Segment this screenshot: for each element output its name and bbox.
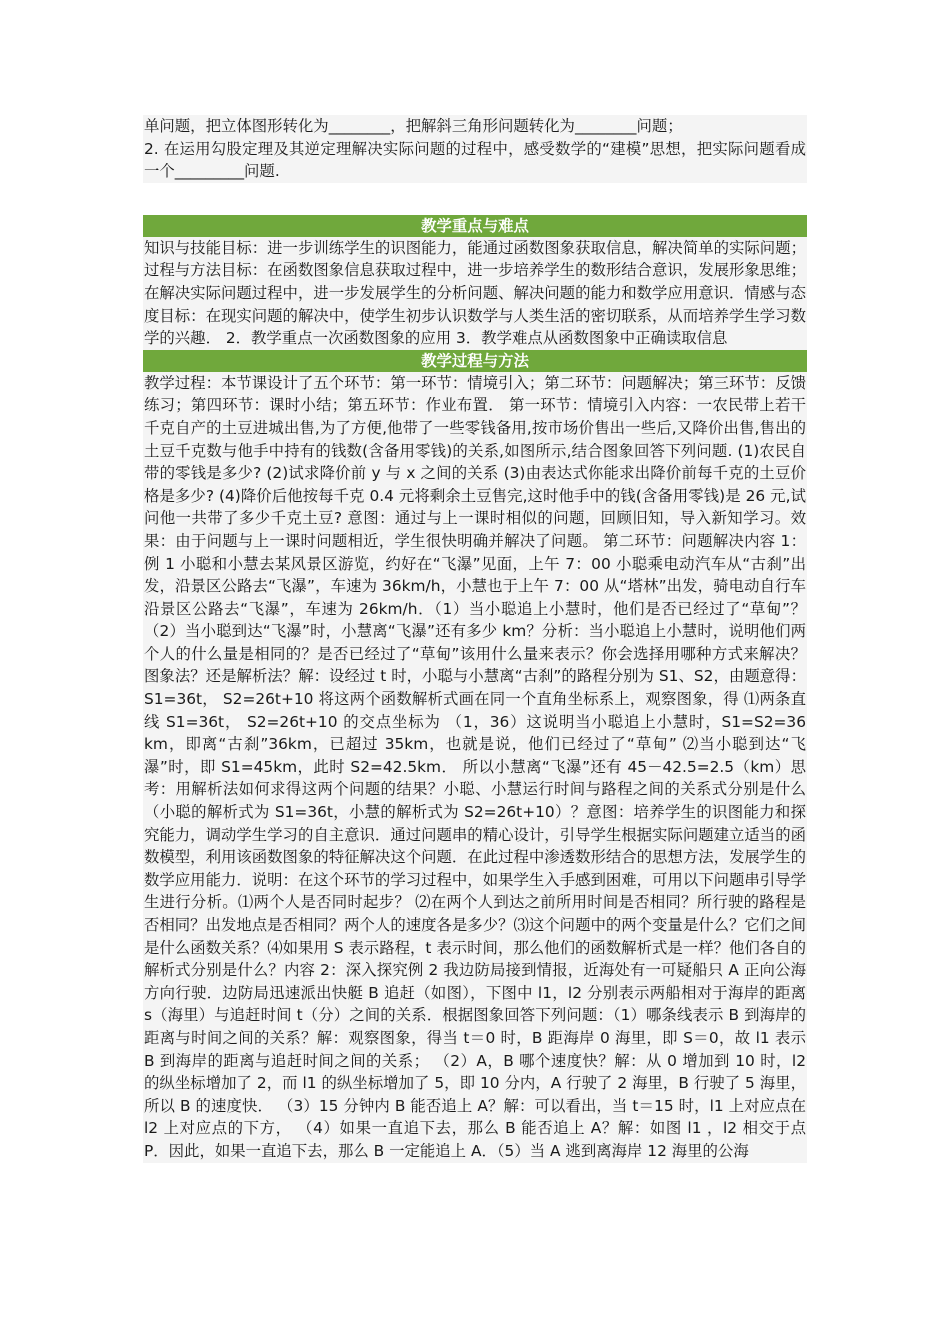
intro-paragraph [143, 115, 807, 183]
intro-line-2: 2. 在运用勾股定理及其逆定理解决实际问题的过程中，感受数学的“建模”思想，把实际问题看成一个_________问题. [144, 139, 806, 181]
section-heading-process: 教学过程与方法 [143, 350, 807, 372]
document-page [143, 115, 807, 1163]
intro-line-1: 单问题，把立体图形转化为________，把解斜三角形问题转化为________问题； [144, 117, 683, 135]
section-body-key-points: 知识与技能目标：进一步训练学生的识图能力，能通过函数图象获取信息，解决简单的实际问题；过程与方法目标：在函数图象信息获取过程中，进一步培养学生的数形结合意识，发展形象思维；在解决实际问题过程中，进一步发展学生的分析问题、解决问题的能力和数学应用意识．情感与态度目标：在现实问题的解决中，使学生初步认识数学与人类生活的密切联系，从而培养学生学习数学的兴趣． 2．教学重点一次函数图象的应用 3．教学难点从函数图象中正确读取信息 [143, 237, 807, 350]
section-heading-key-points: 教学重点与难点 [143, 215, 807, 237]
section-body-process: 教学过程：本节课设计了五个环节：第一环节：情境引入；第二环节：问题解决；第三环节：反馈练习；第四环节：课时小结；第五环节：作业布置． 第一环节：情境引入内容：一农民带上若干千克自产的土豆进城出售,为了方便,他带了一些零钱备用,按市场价售出一些后,又降价出售,售出的土豆千克数与他手中持有的钱数(含备用零钱)的关系,如图所示,结合图象回答下列问题. (1)农民自带的零钱是多少? (2)试求降价前 y 与 x 之间的关系 (3)由表达式你能求出降价前每千克的土豆价格是多少? (4)降价后他按每千克 0.4 元将剩余土豆售完,这时他手中的钱(含备用零钱)是 26 元,试问他一共带了多少千克土豆? 意图：通过与上一课时相似的问题，回顾旧知，导入新知学习。效果：由于问题与上一课时问题相近，学生很快明确并解决了问题。 第二环节：问题解决内容 1：例 1 小聪和小慧去某风景区游览，约好在“飞瀑”见面，上午 7：00 小聪乘电动汽车从“古刹”出发，沿景区公路去“飞瀑”，车速为 36km/h，小慧也于上午 7：00 从“塔林”出发，骑电动自行车沿景区公路去“飞瀑”，车速为 26km/h．（1）当小聪追上小慧时，他们是否已经过了“草甸”？（2）当小聪到达“飞瀑”时，小慧离“飞瀑”还有多少 km？分析：当小聪追上小慧时，说明他们两个人的什么量是相同的？是否已经过了“草甸”该用什么量来表示？你会选择用哪种方式来解决？图象法？还是解析法？解：设经过 t 时，小聪与小慧离“古刹”的路程分别为 S1、S2，由题意得：S1=36t， S2=26t+10 将这两个函数解析式画在同一个直角坐标系上，观察图象，得 ⑴两条直线 S1=36t， S2=26t+10 的交点坐标为 （1，36）这说明当小聪追上小慧时，S1=S2=36 km，即离“古刹”36km，已超过 35km，也就是说，他们已经过了“草甸” ⑵当小聪到达“飞瀑”时，即 S1=45km，此时 S2=42.5km． 所以小慧离“飞瀑”还有 45－42.5=2.5（km）思考：用解析法如何求得这两个问题的结果？小聪、小慧运行时间与路程之间的关系式分别是什么（小聪的解析式为 S1=36t，小慧的解析式为 S2=26t+10）？意图：培养学生的识图能力和探究能力，调动学生学习的自主意识．通过问题串的精心设计，引导学生根据实际问题建立适当的函数模型，利用该函数图象的特征解决这个问题．在此过程中渗透数形结合的思想方法，发展学生的数学应用能力．说明：在这个环节的学习过程中，如果学生入手感到困难，可用以下问题串引导学生进行分析。⑴两个人是否同时起步？ ⑵在两个人到达之前所用时间是否相同？所行驶的路程是否相同？出发地点是否相同？两个人的速度各是多少？⑶这个问题中的两个变量是什么？它们之间是什么函数关系？⑷如果用 S 表示路程，t 表示时间，那么他们的函数解析式是一样？他们各自的解析式分别是什么？内容 2：深入探究例 2 我边防局接到情报，近海处有一可疑船只 A 正向公海方向行驶．边防局迅速派出快艇 B 追赶（如图），下图中 l1，l2 分别表示两船相对于海岸的距离 s（海里）与追赶时间 t（分）之间的关系．根据图象回答下列问题：（1）哪条线表示 B 到海岸的距离与时间之间的关系？解：观察图象，得当 t＝0 时，B 距海岸 0 海里，即 S＝0，故 l1 表示 B 到海岸的距离与追赶时间之间的关系； （2）A，B 哪个速度快？解：从 0 增加到 10 时，l2 的纵坐标增加了 2，而 l1 的纵坐标增加了 5，即 10 分内，A 行驶了 2 海里，B 行驶了 5 海里，所以 B 的速度快． （3）15 分钟内 B 能否追上 A？解：可以看出，当 t＝15 时，l1 上对应点在 l2 上对应点的下方， （4）如果一直追下去，那么 B 能否追上 A？解：如图 l1 ，l2 相交于点 P．因此，如果一直追下去，那么 B 一定能追上 A．（5）当 A 逃到离海岸 12 海里的公海 [143, 372, 807, 1163]
